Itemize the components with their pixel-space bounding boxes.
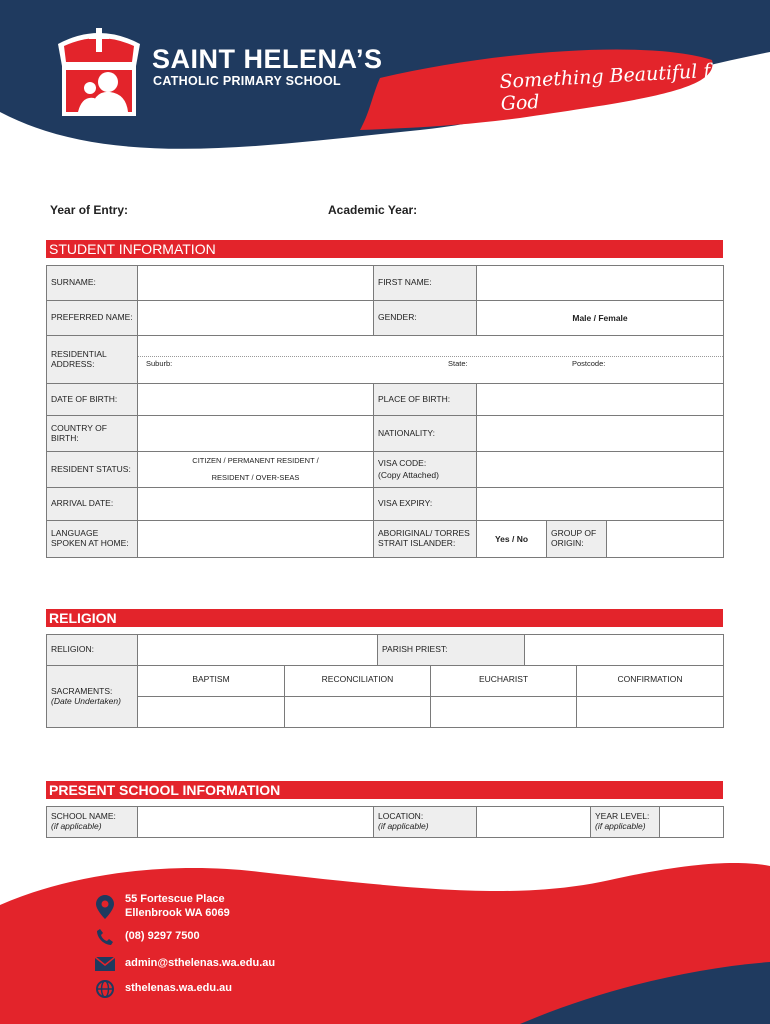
present-school-header: PRESENT SCHOOL INFORMATION [46, 781, 723, 799]
school-name: SAINT HELENA’S [152, 44, 383, 74]
academic-year-label: Academic Year: [328, 203, 418, 217]
present-school-table [46, 806, 724, 838]
residential-address-label: RESIDENTIAL ADDRESS: [47, 336, 138, 384]
visa-code-note: (Copy Attached) [378, 469, 439, 480]
nationality-field[interactable] [477, 416, 724, 452]
phone-icon [95, 927, 115, 947]
religion-table [46, 634, 724, 728]
place-of-birth-label: PLACE OF BIRTH: [374, 384, 477, 416]
student-information-header: STUDENT INFORMATION [46, 240, 723, 258]
group-of-origin-label: GROUP OF ORIGIN: [547, 521, 607, 558]
gender-label: GENDER: [374, 301, 477, 336]
state-label: State: [448, 358, 468, 368]
place-of-birth-field[interactable] [477, 384, 724, 416]
date-of-birth-label: DATE OF BIRTH: [47, 384, 138, 416]
reconciliation-date-field[interactable] [285, 697, 431, 728]
school-name-note: (if applicable) [51, 821, 102, 831]
sacraments-text: SACRAMENTS: [51, 685, 113, 696]
location-text: LOCATION: [378, 811, 424, 822]
aboriginal-field[interactable]: Yes / No [477, 521, 547, 558]
location-note: (if applicable) [378, 821, 429, 831]
school-motto: Something Beautiful for God [499, 58, 732, 116]
eucharist-header: EUCHARIST [431, 666, 577, 697]
first-name-field[interactable] [477, 266, 724, 301]
year-level-field[interactable] [660, 807, 724, 838]
group-of-origin-field[interactable] [607, 521, 724, 558]
address-line-2: Ellenbrook WA 6069 [125, 906, 230, 919]
confirmation-date-field[interactable] [577, 697, 724, 728]
preferred-name-label: PREFERRED NAME: [47, 301, 138, 336]
resident-status-option-1: CITIZEN / PERMANENT RESIDENT / [192, 456, 319, 465]
country-of-birth-field[interactable] [138, 416, 374, 452]
visa-code-field[interactable] [477, 452, 724, 488]
website-url[interactable]: sthelenas.wa.edu.au [125, 982, 232, 995]
date-of-birth-field[interactable] [138, 384, 374, 416]
baptism-header: BAPTISM [138, 666, 285, 697]
aboriginal-label: ABORIGINAL/ TORRES STRAIT ISLANDER: [374, 521, 477, 558]
sacraments-label [47, 666, 138, 728]
globe-icon [95, 979, 115, 999]
surname-field[interactable] [138, 266, 374, 301]
school-name-label [47, 807, 138, 838]
date-undertaken-note: (Date Undertaken) [51, 695, 121, 706]
school-logo [56, 26, 142, 118]
envelope-icon [95, 954, 115, 974]
year-of-entry-label: Year of Entry: [50, 203, 129, 217]
resident-status-option-2: RESIDENT / OVER-SEAS [211, 472, 300, 482]
school-name-text: SCHOOL NAME: [51, 811, 116, 822]
year-level-note: (if applicable) [595, 821, 646, 831]
residential-address-field[interactable] [138, 336, 724, 384]
location-field[interactable] [477, 807, 591, 838]
religion-header: RELIGION [46, 609, 723, 627]
religion-label: RELIGION: [47, 635, 138, 666]
country-of-birth-label: COUNTRY OF BIRTH: [47, 416, 138, 452]
religion-field[interactable] [138, 635, 378, 666]
resident-status-field[interactable] [138, 452, 374, 488]
eucharist-date-field[interactable] [431, 697, 577, 728]
contact-phone [95, 927, 200, 947]
school-name-field[interactable] [138, 807, 374, 838]
visa-code-label [374, 452, 477, 488]
surname-label: SURNAME: [47, 266, 138, 301]
postcode-label: Postcode: [572, 358, 606, 368]
location-pin-icon [95, 897, 115, 917]
gender-field[interactable]: Male / Female [477, 301, 724, 336]
contact-address [95, 893, 230, 921]
suburb-label: Suburb: [146, 358, 173, 368]
confirmation-header: CONFIRMATION [577, 666, 724, 697]
first-name-label: FIRST NAME: [374, 266, 477, 301]
visa-expiry-label: VISA EXPIRY: [374, 488, 477, 521]
arrival-date-label: ARRIVAL DATE: [47, 488, 138, 521]
parish-priest-label: PARISH PRIEST: [378, 635, 525, 666]
location-label [374, 807, 477, 838]
language-label: LANGUAGE SPOKEN AT HOME: [47, 521, 138, 558]
visa-expiry-field[interactable] [477, 488, 724, 521]
student-information-table [46, 265, 724, 558]
address-line-1: 55 Fortescue Place [125, 893, 225, 905]
baptism-date-field[interactable] [138, 697, 285, 728]
phone-number[interactable]: (08) 9297 7500 [125, 930, 200, 943]
preferred-name-field[interactable] [138, 301, 374, 336]
nationality-label: NATIONALITY: [374, 416, 477, 452]
year-level-label [591, 807, 660, 838]
visa-code-text: VISA CODE: [378, 457, 427, 468]
school-subtitle: CATHOLIC PRIMARY SCHOOL [153, 74, 341, 88]
email-address[interactable]: admin@sthelenas.wa.edu.au [125, 957, 276, 970]
reconciliation-header: RECONCILIATION [285, 666, 431, 697]
resident-status-label: RESIDENT STATUS: [47, 452, 138, 488]
language-field[interactable] [138, 521, 374, 558]
year-level-text: YEAR LEVEL: [595, 811, 650, 822]
contact-website [95, 979, 232, 999]
contact-email [95, 954, 275, 974]
parish-priest-field[interactable] [525, 635, 724, 666]
arrival-date-field[interactable] [138, 488, 374, 521]
